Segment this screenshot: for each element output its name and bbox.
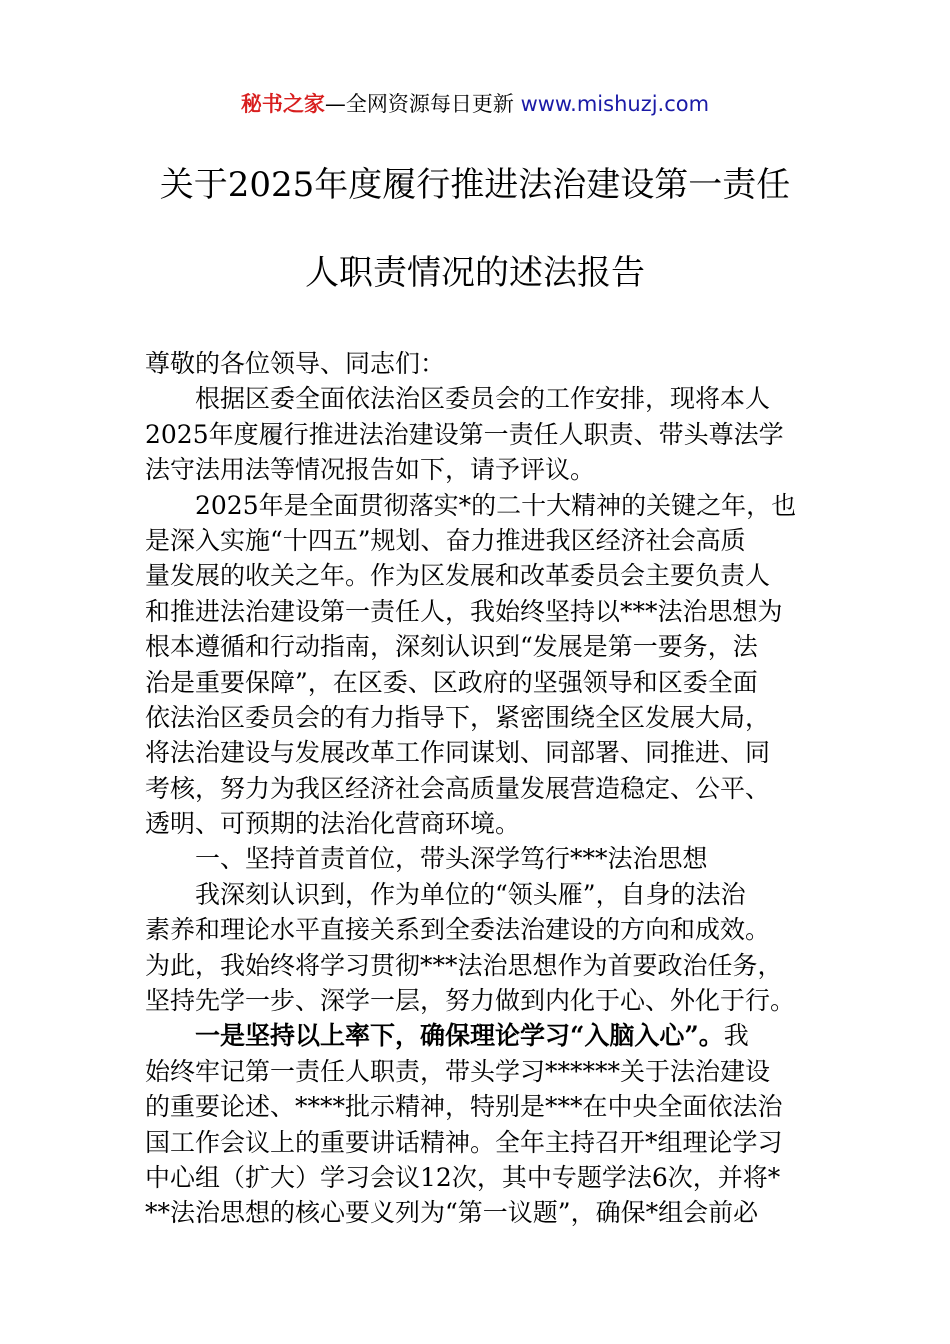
paragraph-line: 国工作会议上的重要讲话精神。全年主持召开*组理论学习 bbox=[145, 1127, 783, 1157]
paragraph-line: 为此，我始终将学习贯彻***法治思想作为首要政治任务， bbox=[145, 950, 783, 980]
document-body bbox=[145, 346, 807, 1231]
paragraph-line: 法守法用法等情况报告如下，请予评议。 bbox=[145, 455, 596, 485]
paragraph-line: **法治思想的核心要义列为“第一议题”，确保*组会前必 bbox=[145, 1198, 759, 1228]
paragraph-line: 和推进法治建设第一责任人，我始终坚持以***法治思想为 bbox=[145, 596, 783, 626]
paragraph-line: 素养和理论水平直接关系到全委法治建设的方向和成效。 bbox=[145, 915, 771, 945]
paragraph-line: 是深入实施“十四五”规划、奋力推进我区经济社会高质 bbox=[145, 525, 746, 555]
paragraph-line: 透明、可预期的法治化营商环境。 bbox=[145, 809, 521, 839]
paragraph-line: 将法治建设与发展改革工作同谋划、同部署、同推进、同 bbox=[145, 738, 771, 768]
site-slogan: —全网资源每日更新 bbox=[324, 92, 514, 116]
site-brand: 秘书之家 bbox=[240, 92, 325, 116]
document-title bbox=[140, 160, 810, 298]
paragraph-line: 2025年度履行推进法治建设第一责任人职责、带头尊法学 bbox=[145, 419, 784, 449]
paragraph-line: 始终牢记第一责任人职责，带头学习******关于法治建设 bbox=[145, 1056, 771, 1086]
subheading-bold: 一是坚持以上率下，确保理论学习“入脑入心”。 bbox=[195, 1021, 724, 1051]
paragraph-line: 治是重要保障”，在区委、区政府的坚强领导和区委全面 bbox=[145, 667, 758, 697]
paragraph-line: 中心组（扩大）学习会议12次，其中专题学法6次，并将* bbox=[145, 1162, 781, 1192]
section-heading: 一、坚持首责首位，带头深学笃行***法治思想 bbox=[195, 844, 708, 874]
title-line: 关于2025年度履行推进法治建设第一责任 bbox=[159, 165, 791, 205]
paragraph-line: 2025年是全面贯彻落实*的二十大精神的关键之年，也 bbox=[195, 490, 797, 520]
paragraph-line: 根本遵循和行动指南，深刻认识到“发展是第一要务，法 bbox=[145, 632, 758, 662]
site-url-link[interactable]: www.mishuzj.com bbox=[520, 92, 710, 116]
paragraph-text: 我 bbox=[723, 1021, 749, 1051]
paragraph-line: 量发展的收关之年。作为区发展和改革委员会主要负责人 bbox=[145, 561, 771, 591]
paragraph-line: 我深刻认识到，作为单位的“领头雁”，自身的法治 bbox=[195, 879, 746, 909]
paragraph-line bbox=[145, 1018, 807, 1053]
paragraph-line: 考核，努力为我区经济社会高质量发展营造稳定、公平、 bbox=[145, 773, 771, 803]
paragraph-line: 依法治区委员会的有力指导下，紧密围绕全区发展大局， bbox=[145, 702, 771, 732]
title-line: 人职责情况的述法报告 bbox=[305, 253, 645, 293]
salutation: 尊敬的各位领导、同志们： bbox=[145, 349, 446, 378]
paragraph-line: 的重要论述、****批示精神，特别是***在中央全面依法治 bbox=[145, 1092, 783, 1122]
paragraph-line: 根据区委全面依法治区委员会的工作安排，现将本人 bbox=[195, 384, 771, 414]
paragraph-line: 坚持先学一步、深学一层，努力做到内化于心、外化于行。 bbox=[145, 986, 796, 1016]
site-header bbox=[0, 88, 950, 120]
